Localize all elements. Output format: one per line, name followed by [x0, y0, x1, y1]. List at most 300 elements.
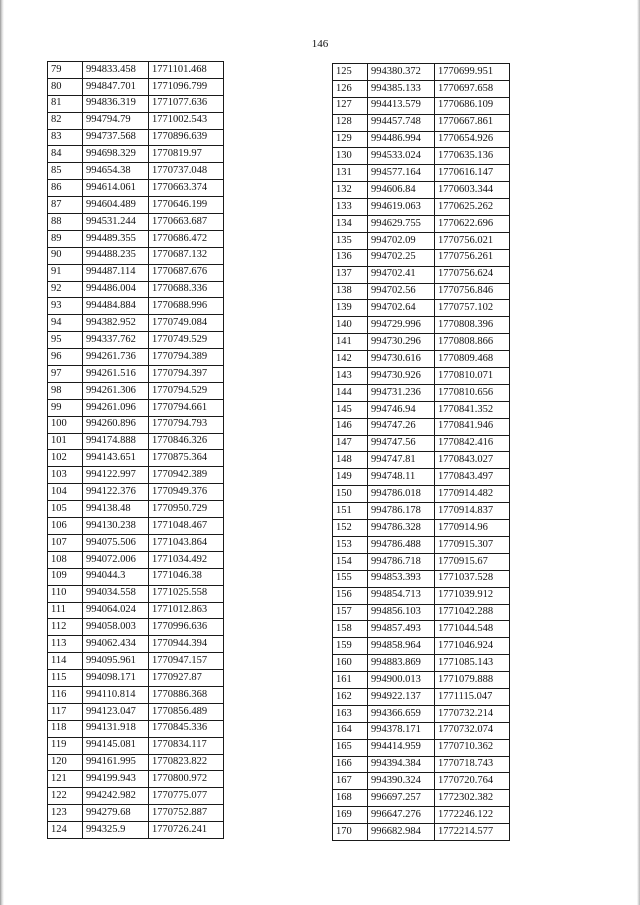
- y-coordinate-cell: 1770603.344: [435, 182, 510, 199]
- point-number-cell: 109: [48, 568, 83, 585]
- scan-shadow-left: [0, 0, 4, 905]
- y-coordinate-cell: 1770732.074: [435, 722, 510, 739]
- x-coordinate-cell: 996697.257: [368, 790, 435, 807]
- table-row: [48, 315, 224, 332]
- y-coordinate-cell: 1770896.639: [149, 129, 224, 146]
- y-coordinate-cell: 1770726.241: [149, 822, 224, 839]
- table-row: [333, 739, 510, 756]
- point-number-cell: 86: [48, 180, 83, 197]
- x-coordinate-cell: 994794.79: [83, 112, 149, 129]
- point-number-cell: 87: [48, 197, 83, 214]
- coordinates-table-right: [332, 63, 510, 841]
- point-number-cell: 149: [333, 469, 368, 486]
- table-row: [333, 368, 510, 385]
- x-coordinate-cell: 994385.133: [368, 80, 435, 97]
- table-row: [48, 281, 224, 298]
- table-row: [333, 773, 510, 790]
- table-row: [48, 518, 224, 535]
- y-coordinate-cell: 1771046.924: [435, 638, 510, 655]
- x-coordinate-cell: 994138.48: [83, 501, 149, 518]
- y-coordinate-cell: 1770800.972: [149, 771, 224, 788]
- point-number-cell: 154: [333, 553, 368, 570]
- y-coordinate-cell: 1770625.262: [435, 199, 510, 216]
- x-coordinate-cell: 994731.236: [368, 384, 435, 401]
- y-coordinate-cell: 1770942.389: [149, 467, 224, 484]
- table-row: [48, 163, 224, 180]
- x-coordinate-cell: 994199.943: [83, 771, 149, 788]
- table-row: [48, 197, 224, 214]
- table-row: [333, 486, 510, 503]
- table-row: [333, 334, 510, 351]
- x-coordinate-cell: 994786.328: [368, 520, 435, 537]
- table-row: [333, 283, 510, 300]
- x-coordinate-cell: 994748.11: [368, 469, 435, 486]
- point-number-cell: 110: [48, 585, 83, 602]
- table-row: [48, 95, 224, 112]
- y-coordinate-cell: 1770915.307: [435, 536, 510, 553]
- point-number-cell: 164: [333, 722, 368, 739]
- y-coordinate-cell: 1770794.529: [149, 382, 224, 399]
- coordinates-table-left: [47, 61, 224, 839]
- x-coordinate-cell: 994261.516: [83, 366, 149, 383]
- x-coordinate-cell: 994382.952: [83, 315, 149, 332]
- point-number-cell: 163: [333, 705, 368, 722]
- y-coordinate-cell: 1770944.394: [149, 636, 224, 653]
- y-coordinate-cell: 1770819.97: [149, 146, 224, 163]
- y-coordinate-cell: 1770686.472: [149, 230, 224, 247]
- y-coordinate-cell: 1771043.864: [149, 534, 224, 551]
- table-row: [333, 199, 510, 216]
- y-coordinate-cell: 1770823.822: [149, 754, 224, 771]
- table-row: [333, 621, 510, 638]
- point-number-cell: 128: [333, 114, 368, 131]
- point-number-cell: 157: [333, 604, 368, 621]
- x-coordinate-cell: 994786.488: [368, 536, 435, 553]
- y-coordinate-cell: 1771101.468: [149, 62, 224, 79]
- table-row: [48, 112, 224, 129]
- point-number-cell: 134: [333, 216, 368, 233]
- x-coordinate-cell: 994747.26: [368, 418, 435, 435]
- point-number-cell: 98: [48, 382, 83, 399]
- table-row: [48, 602, 224, 619]
- point-number-cell: 126: [333, 80, 368, 97]
- table-row: [333, 249, 510, 266]
- y-coordinate-cell: 1770842.416: [435, 435, 510, 452]
- point-number-cell: 153: [333, 536, 368, 553]
- point-number-cell: 167: [333, 773, 368, 790]
- point-number-cell: 119: [48, 737, 83, 754]
- point-number-cell: 96: [48, 349, 83, 366]
- page-number: 146: [311, 38, 329, 50]
- x-coordinate-cell: 994261.306: [83, 382, 149, 399]
- y-coordinate-cell: 1770950.729: [149, 501, 224, 518]
- y-coordinate-cell: 1770635.136: [435, 148, 510, 165]
- y-coordinate-cell: 1770756.261: [435, 249, 510, 266]
- y-coordinate-cell: 1770720.764: [435, 773, 510, 790]
- point-number-cell: 113: [48, 636, 83, 653]
- y-coordinate-cell: 1770687.132: [149, 247, 224, 264]
- y-coordinate-cell: 1770794.389: [149, 349, 224, 366]
- y-coordinate-cell: 1770667.861: [435, 114, 510, 131]
- y-coordinate-cell: 1770686.109: [435, 97, 510, 114]
- x-coordinate-cell: 994390.324: [368, 773, 435, 790]
- y-coordinate-cell: 1770699.951: [435, 64, 510, 81]
- y-coordinate-cell: 1770886.368: [149, 686, 224, 703]
- x-coordinate-cell: 994130.238: [83, 518, 149, 535]
- table-row: [48, 230, 224, 247]
- y-coordinate-cell: 1770756.021: [435, 232, 510, 249]
- point-number-cell: 170: [333, 824, 368, 841]
- x-coordinate-cell: 994413.579: [368, 97, 435, 114]
- x-coordinate-cell: 994122.997: [83, 467, 149, 484]
- x-coordinate-cell: 994604.489: [83, 197, 149, 214]
- x-coordinate-cell: 994702.64: [368, 300, 435, 317]
- point-number-cell: 156: [333, 587, 368, 604]
- table-row: [333, 688, 510, 705]
- point-number-cell: 142: [333, 351, 368, 368]
- x-coordinate-cell: 994853.393: [368, 570, 435, 587]
- table-row: [48, 298, 224, 315]
- table-row: [333, 384, 510, 401]
- point-number-cell: 111: [48, 602, 83, 619]
- table-row: [48, 805, 224, 822]
- x-coordinate-cell: 994730.926: [368, 368, 435, 385]
- y-coordinate-cell: 1770856.489: [149, 703, 224, 720]
- point-number-cell: 144: [333, 384, 368, 401]
- x-coordinate-cell: 994833.458: [83, 62, 149, 79]
- y-coordinate-cell: 1770927.87: [149, 670, 224, 687]
- table-row: [333, 722, 510, 739]
- x-coordinate-cell: 994629.755: [368, 216, 435, 233]
- table-row: [48, 129, 224, 146]
- x-coordinate-cell: 994747.81: [368, 452, 435, 469]
- point-number-cell: 116: [48, 686, 83, 703]
- y-coordinate-cell: 1770663.374: [149, 180, 224, 197]
- x-coordinate-cell: 994486.994: [368, 131, 435, 148]
- point-number-cell: 83: [48, 129, 83, 146]
- x-coordinate-cell: 994110.814: [83, 686, 149, 703]
- y-coordinate-cell: 1770841.352: [435, 401, 510, 418]
- x-coordinate-cell: 994122.376: [83, 484, 149, 501]
- point-number-cell: 166: [333, 756, 368, 773]
- x-coordinate-cell: 994143.651: [83, 450, 149, 467]
- y-coordinate-cell: 1770915.67: [435, 553, 510, 570]
- point-number-cell: 92: [48, 281, 83, 298]
- table-row: [48, 484, 224, 501]
- point-number-cell: 132: [333, 182, 368, 199]
- y-coordinate-cell: 1770845.336: [149, 720, 224, 737]
- table-row: [48, 332, 224, 349]
- table-row: [333, 97, 510, 114]
- y-coordinate-cell: 1771077.636: [149, 95, 224, 112]
- y-coordinate-cell: 1770914.837: [435, 503, 510, 520]
- table-row: [48, 653, 224, 670]
- table-row: [333, 317, 510, 334]
- x-coordinate-cell: 994131.918: [83, 720, 149, 737]
- y-coordinate-cell: 1770752.887: [149, 805, 224, 822]
- table-row: [48, 214, 224, 231]
- point-number-cell: 79: [48, 62, 83, 79]
- table-row: [48, 416, 224, 433]
- table-row: [333, 604, 510, 621]
- point-number-cell: 85: [48, 163, 83, 180]
- point-number-cell: 80: [48, 78, 83, 95]
- point-number-cell: 169: [333, 807, 368, 824]
- x-coordinate-cell: 994531.244: [83, 214, 149, 231]
- x-coordinate-cell: 994394.384: [368, 756, 435, 773]
- y-coordinate-cell: 1770947.157: [149, 653, 224, 670]
- point-number-cell: 129: [333, 131, 368, 148]
- x-coordinate-cell: 994730.296: [368, 334, 435, 351]
- point-number-cell: 152: [333, 520, 368, 537]
- point-number-cell: 100: [48, 416, 83, 433]
- y-coordinate-cell: 1771046.38: [149, 568, 224, 585]
- point-number-cell: 150: [333, 486, 368, 503]
- y-coordinate-cell: 1770834.117: [149, 737, 224, 754]
- x-coordinate-cell: 994261.096: [83, 399, 149, 416]
- y-coordinate-cell: 1770794.661: [149, 399, 224, 416]
- table-row: [333, 553, 510, 570]
- point-number-cell: 115: [48, 670, 83, 687]
- table-row: [48, 551, 224, 568]
- y-coordinate-cell: 1771012.863: [149, 602, 224, 619]
- point-number-cell: 145: [333, 401, 368, 418]
- table-row: [48, 686, 224, 703]
- x-coordinate-cell: 994900.013: [368, 672, 435, 689]
- table-row: [48, 501, 224, 518]
- x-coordinate-cell: 994487.114: [83, 264, 149, 281]
- x-coordinate-cell: 994260.896: [83, 416, 149, 433]
- table-row: [48, 720, 224, 737]
- x-coordinate-cell: 994123.047: [83, 703, 149, 720]
- point-number-cell: 160: [333, 655, 368, 672]
- x-coordinate-cell: 994064.024: [83, 602, 149, 619]
- table-row: [333, 216, 510, 233]
- y-coordinate-cell: 1770622.696: [435, 216, 510, 233]
- point-number-cell: 155: [333, 570, 368, 587]
- x-coordinate-cell: 996647.276: [368, 807, 435, 824]
- y-coordinate-cell: 1771096.799: [149, 78, 224, 95]
- x-coordinate-cell: 994279.68: [83, 805, 149, 822]
- table-row: [48, 433, 224, 450]
- y-coordinate-cell: 1770749.084: [149, 315, 224, 332]
- point-number-cell: 102: [48, 450, 83, 467]
- table-row: [48, 382, 224, 399]
- x-coordinate-cell: 994606.84: [368, 182, 435, 199]
- table-row: [333, 790, 510, 807]
- point-number-cell: 84: [48, 146, 83, 163]
- point-number-cell: 140: [333, 317, 368, 334]
- y-coordinate-cell: 1770718.743: [435, 756, 510, 773]
- x-coordinate-cell: 994702.41: [368, 266, 435, 283]
- y-coordinate-cell: 1770737.048: [149, 163, 224, 180]
- x-coordinate-cell: 994075.506: [83, 534, 149, 551]
- x-coordinate-cell: 994702.56: [368, 283, 435, 300]
- point-number-cell: 105: [48, 501, 83, 518]
- x-coordinate-cell: 996682.984: [368, 824, 435, 841]
- table-row: [333, 435, 510, 452]
- y-coordinate-cell: 1770808.866: [435, 334, 510, 351]
- table-row: [48, 585, 224, 602]
- point-number-cell: 104: [48, 484, 83, 501]
- table-row: [333, 182, 510, 199]
- y-coordinate-cell: 1771042.288: [435, 604, 510, 621]
- table-row: [333, 469, 510, 486]
- y-coordinate-cell: 1770843.027: [435, 452, 510, 469]
- table-row: [333, 300, 510, 317]
- y-coordinate-cell: 1770688.996: [149, 298, 224, 315]
- x-coordinate-cell: 994062.434: [83, 636, 149, 653]
- table-row: [48, 78, 224, 95]
- x-coordinate-cell: 994786.178: [368, 503, 435, 520]
- point-number-cell: 112: [48, 619, 83, 636]
- point-number-cell: 146: [333, 418, 368, 435]
- table-row: [333, 64, 510, 81]
- x-coordinate-cell: 994489.355: [83, 230, 149, 247]
- table-row: [48, 264, 224, 281]
- table-row: [48, 568, 224, 585]
- point-number-cell: 95: [48, 332, 83, 349]
- table-row: [48, 450, 224, 467]
- table-row: [333, 672, 510, 689]
- table-row: [48, 349, 224, 366]
- x-coordinate-cell: 994786.018: [368, 486, 435, 503]
- x-coordinate-cell: 994854.713: [368, 587, 435, 604]
- y-coordinate-cell: 1770697.658: [435, 80, 510, 97]
- point-number-cell: 122: [48, 788, 83, 805]
- table-row: [333, 705, 510, 722]
- x-coordinate-cell: 994058.003: [83, 619, 149, 636]
- table-row: [333, 756, 510, 773]
- y-coordinate-cell: 1770710.362: [435, 739, 510, 756]
- y-coordinate-cell: 1771025.558: [149, 585, 224, 602]
- y-coordinate-cell: 1770688.336: [149, 281, 224, 298]
- x-coordinate-cell: 994856.103: [368, 604, 435, 621]
- table-row: [333, 570, 510, 587]
- x-coordinate-cell: 994414.959: [368, 739, 435, 756]
- x-coordinate-cell: 994484.884: [83, 298, 149, 315]
- table-row: [333, 824, 510, 841]
- x-coordinate-cell: 994174.888: [83, 433, 149, 450]
- y-coordinate-cell: 1771115.047: [435, 688, 510, 705]
- x-coordinate-cell: 994922.137: [368, 688, 435, 705]
- y-coordinate-cell: 1770654.926: [435, 131, 510, 148]
- point-number-cell: 127: [333, 97, 368, 114]
- table-row: [48, 399, 224, 416]
- point-number-cell: 162: [333, 688, 368, 705]
- y-coordinate-cell: 1770914.96: [435, 520, 510, 537]
- point-number-cell: 121: [48, 771, 83, 788]
- y-coordinate-cell: 1770749.529: [149, 332, 224, 349]
- table-row: [333, 503, 510, 520]
- y-coordinate-cell: 1770810.071: [435, 368, 510, 385]
- table-row: [333, 587, 510, 604]
- y-coordinate-cell: 1771037.528: [435, 570, 510, 587]
- point-number-cell: 89: [48, 230, 83, 247]
- y-coordinate-cell: 1771034.492: [149, 551, 224, 568]
- point-number-cell: 137: [333, 266, 368, 283]
- point-number-cell: 88: [48, 214, 83, 231]
- table-row: [333, 266, 510, 283]
- y-coordinate-cell: 1770663.687: [149, 214, 224, 231]
- point-number-cell: 130: [333, 148, 368, 165]
- point-number-cell: 141: [333, 334, 368, 351]
- x-coordinate-cell: 994746.94: [368, 401, 435, 418]
- y-coordinate-cell: 1770687.676: [149, 264, 224, 281]
- x-coordinate-cell: 994857.493: [368, 621, 435, 638]
- table-row: [333, 401, 510, 418]
- y-coordinate-cell: 1771079.888: [435, 672, 510, 689]
- point-number-cell: 93: [48, 298, 83, 315]
- y-coordinate-cell: 1770794.793: [149, 416, 224, 433]
- y-coordinate-cell: 1772302.382: [435, 790, 510, 807]
- x-coordinate-cell: 994366.659: [368, 705, 435, 722]
- point-number-cell: 106: [48, 518, 83, 535]
- table-row: [333, 536, 510, 553]
- x-coordinate-cell: 994737.568: [83, 129, 149, 146]
- y-coordinate-cell: 1772246.122: [435, 807, 510, 824]
- point-number-cell: 125: [333, 64, 368, 81]
- x-coordinate-cell: 994261.736: [83, 349, 149, 366]
- table-row: [48, 619, 224, 636]
- x-coordinate-cell: 994488.235: [83, 247, 149, 264]
- table-row: [48, 180, 224, 197]
- y-coordinate-cell: 1770756.624: [435, 266, 510, 283]
- table-row: [48, 62, 224, 79]
- table-row: [333, 165, 510, 182]
- x-coordinate-cell: 994533.024: [368, 148, 435, 165]
- y-coordinate-cell: 1771039.912: [435, 587, 510, 604]
- point-number-cell: 136: [333, 249, 368, 266]
- x-coordinate-cell: 994702.25: [368, 249, 435, 266]
- y-coordinate-cell: 1770996.636: [149, 619, 224, 636]
- point-number-cell: 135: [333, 232, 368, 249]
- point-number-cell: 148: [333, 452, 368, 469]
- y-coordinate-cell: 1770914.482: [435, 486, 510, 503]
- x-coordinate-cell: 994486.004: [83, 281, 149, 298]
- table-row: [48, 822, 224, 839]
- x-coordinate-cell: 994614.061: [83, 180, 149, 197]
- point-number-cell: 158: [333, 621, 368, 638]
- x-coordinate-cell: 994654.38: [83, 163, 149, 180]
- point-number-cell: 151: [333, 503, 368, 520]
- point-number-cell: 82: [48, 112, 83, 129]
- table-row: [48, 146, 224, 163]
- x-coordinate-cell: 994072.006: [83, 551, 149, 568]
- table-row: [48, 771, 224, 788]
- point-number-cell: 139: [333, 300, 368, 317]
- y-coordinate-cell: 1770756.846: [435, 283, 510, 300]
- table-row: [333, 148, 510, 165]
- x-coordinate-cell: 994730.616: [368, 351, 435, 368]
- point-number-cell: 101: [48, 433, 83, 450]
- x-coordinate-cell: 994619.063: [368, 199, 435, 216]
- point-number-cell: 131: [333, 165, 368, 182]
- point-number-cell: 138: [333, 283, 368, 300]
- y-coordinate-cell: 1770775.077: [149, 788, 224, 805]
- table-row: [333, 655, 510, 672]
- point-number-cell: 81: [48, 95, 83, 112]
- x-coordinate-cell: 994883.869: [368, 655, 435, 672]
- y-coordinate-cell: 1770757.102: [435, 300, 510, 317]
- point-number-cell: 168: [333, 790, 368, 807]
- x-coordinate-cell: 994378.171: [368, 722, 435, 739]
- point-number-cell: 161: [333, 672, 368, 689]
- point-number-cell: 143: [333, 368, 368, 385]
- point-number-cell: 165: [333, 739, 368, 756]
- x-coordinate-cell: 994702.09: [368, 232, 435, 249]
- y-coordinate-cell: 1771044.548: [435, 621, 510, 638]
